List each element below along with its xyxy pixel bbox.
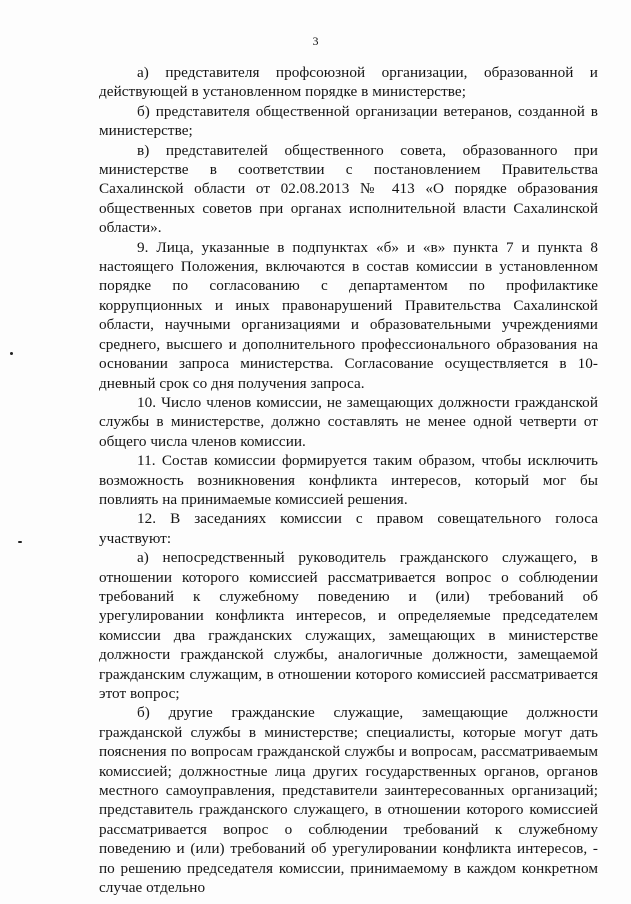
page-number: 3 [312, 34, 319, 48]
paragraph-7a: а) представителя профсоюзной организации, образованной и действующей в установленном порядке в министерстве; [99, 64, 598, 101]
paragraph-12b: б) другие гражданские служащие, замещающие должности гражданской службы в министерстве; специалисты, которые могут дать пояснения по вопросам гражданской службы и вопросам, рассматриваемым комиссией; должностные лица других государственных органов, органов местного самоуправления, представители заинтересованных организаций; представитель гражданского служащего, в отношении которого комиссией рассматривается вопрос о соблюдении требований к служебному поведению и (или) требований об урегулировании конфликта интересов, - по решению председателя комиссии, принимаемому в каждом конкретном случае отдельно [99, 704, 598, 897]
scan-speck [18, 541, 22, 543]
paragraph-12a: а) непосредственный руководитель гражданского служащего, в отношении которого комиссией рассматривается вопрос о соблюдении требований к служебному поведению и (или) требований об урегулировании конфликта интересов, и определяемые председателем комиссии два гражданских служащих, замещающих в министерстве должности гражданской службы, аналогичные должности, замещаемой гражданским служащим, в отношении которого комиссией рассматривается этот вопрос; [99, 549, 598, 702]
paragraph-12: 12. В заседаниях комиссии с правом совещательного голоса участвуют: [99, 510, 598, 547]
paragraph-10: 10. Число членов комиссии, не замещающих должности гражданской службы в министерстве, должно составлять не менее одной четверти от общего числа членов комиссии. [99, 393, 598, 450]
paragraph-7v: в) представителей общественного совета, образованного при министерстве в соответствии с постановлением Правительства Сахалинской области от 02.08.2013 № 413 «О порядке образования общественных советов при органах исполнительной власти Сахалинской области». [99, 141, 598, 237]
scan-speck [10, 352, 13, 355]
paragraph-9: 9. Лица, указанные в подпунктах «б» и «в» пункта 7 и пункта 8 настоящего Положения, включаются в состав комиссии в установленном порядке по согласованию с департаментом по профилактике коррупционных и иных правонарушений Правительства Сахалинской области, научными организациями и образовательными учреждениями среднего, высшего и дополнительного профессионального образования на основании запроса министерства. Согласование осуществляется в 10-дневный срок со дня получения запроса. [99, 238, 598, 392]
paragraph-11: 11. Состав комиссии формируется таким образом, чтобы исключить возможность возникновения конфликта интересов, который мог бы повлиять на принимаемые комиссией решения. [99, 452, 598, 508]
paragraph-7b: б) представителя общественной организации ветеранов, созданной в министерстве; [99, 102, 598, 140]
document-body [99, 63, 598, 897]
